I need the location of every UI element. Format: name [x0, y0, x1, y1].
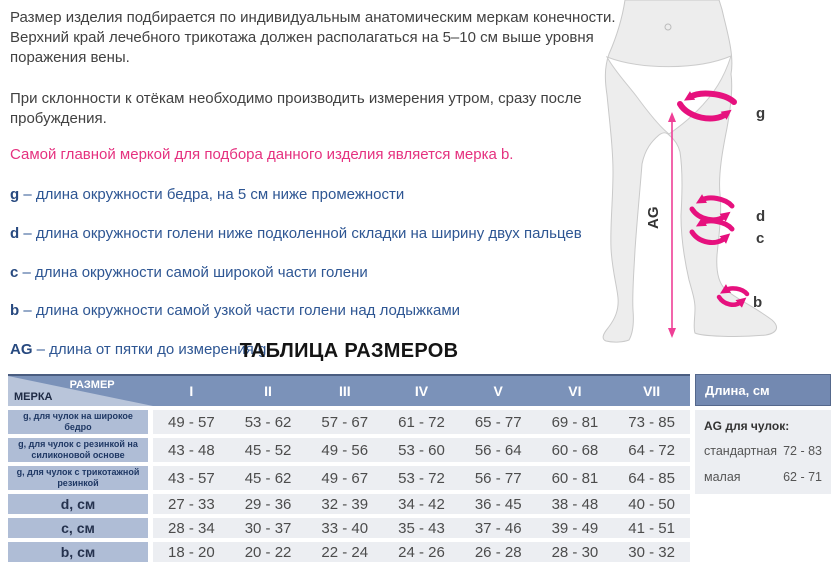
- corner-label-measure: МЕРКА: [14, 391, 53, 403]
- table-cell: 27 - 33: [153, 494, 230, 514]
- diagram-label-d: d: [756, 208, 766, 225]
- measurement-text-g: – длина окружности бедра, на 5 см ниже промежности: [23, 185, 405, 203]
- body-silhouette: [603, 0, 776, 342]
- table-cell: 45 - 52: [230, 438, 307, 462]
- table-cell: 39 - 49: [537, 518, 614, 538]
- key-measurement-note: Самой главной меркой для подбора данного изделия является мерка b.: [10, 145, 514, 163]
- table-cell: 45 - 62: [230, 466, 307, 490]
- table-cell: 33 - 40: [306, 518, 383, 538]
- table-cell: 34 - 42: [383, 494, 460, 514]
- table-cell: 38 - 48: [537, 494, 614, 514]
- column-header-7: VII: [613, 374, 690, 406]
- row-label-d: d, см: [8, 494, 148, 514]
- table-cell: 53 - 60: [383, 438, 460, 462]
- table-cell: 43 - 57: [153, 466, 230, 490]
- measurement-text-b: – длина окружности самой узкой части голени над лодыжками: [23, 302, 461, 320]
- length-row-standard: [704, 444, 822, 458]
- measurement-text-ag: – длина от пятки до измерения g: [36, 341, 267, 359]
- length-panel-header: Длина, см: [695, 374, 831, 406]
- table-cell: 29 - 36: [230, 494, 307, 514]
- measurement-text-d: – длина окружности голени ниже подколенной складки на ширину двух пальцев: [23, 224, 582, 242]
- column-header-2: II: [230, 374, 307, 406]
- table-cell: 26 - 28: [460, 542, 537, 562]
- table-cell: 60 - 81: [537, 466, 614, 490]
- table-cell: 56 - 77: [460, 466, 537, 490]
- diagram-label-b: b: [753, 294, 763, 311]
- column-header-3: III: [306, 374, 383, 406]
- row-label-c: c, см: [8, 518, 148, 538]
- measurement-key-g: g: [10, 185, 20, 203]
- table-cell: 18 - 20: [153, 542, 230, 562]
- measurement-definitions-list: [10, 185, 628, 361]
- table-cell: 64 - 72: [613, 438, 690, 462]
- table-cell: 28 - 30: [537, 542, 614, 562]
- table-cell: 30 - 37: [230, 518, 307, 538]
- diagram-label-ag: AG: [645, 206, 662, 229]
- size-table-title: ТАБЛИЦА РАЗМЕРОВ: [239, 340, 459, 362]
- table-cell: 24 - 26: [383, 542, 460, 562]
- length-panel: [695, 374, 831, 494]
- table-cell: 49 - 56: [306, 438, 383, 462]
- diagram-label-c: c: [756, 230, 765, 247]
- table-cell: 49 - 67: [306, 466, 383, 490]
- size-table: [8, 374, 690, 562]
- table-cell: 53 - 62: [230, 410, 307, 434]
- intro-paragraph-1: Размер изделия подбирается по индивидуальным анатомическим меркам конечности. Верхний край лечебного трикотажа должен располагаться на 5–10 см выше уровня поражения вены.: [10, 9, 616, 66]
- table-cell: 69 - 81: [537, 410, 614, 434]
- table-cell: 65 - 77: [460, 410, 537, 434]
- measurement-key-ag: AG: [10, 341, 33, 359]
- column-header-4: IV: [383, 374, 460, 406]
- table-cell: 20 - 22: [230, 542, 307, 562]
- table-cell: 53 - 72: [383, 466, 460, 490]
- table-cell: 57 - 67: [306, 410, 383, 434]
- diagram-label-g: g: [756, 105, 766, 122]
- measurement-text-c: – длина окружности самой широкой части голени: [22, 263, 368, 281]
- measurement-key-c: c: [10, 263, 19, 281]
- row-label-g-wide-thigh: g, для чулок на широкое бедро: [8, 410, 148, 434]
- table-cell: 73 - 85: [613, 410, 690, 434]
- measurement-item-d: [10, 224, 628, 244]
- row-label-g-silicone-band: g, для чулок с резинкой на силиконовой основе: [8, 438, 148, 462]
- table-cell: 49 - 57: [153, 410, 230, 434]
- table-cell: 22 - 24: [306, 542, 383, 562]
- intro-text-block: [10, 8, 628, 379]
- ag-length-arrow: [668, 112, 676, 338]
- table-cell: 43 - 48: [153, 438, 230, 462]
- table-corner-cell: [8, 374, 153, 406]
- column-header-6: VI: [537, 374, 614, 406]
- length-panel-body: [695, 410, 831, 494]
- column-header-5: V: [460, 374, 537, 406]
- leg-diagram: [596, 0, 836, 345]
- table-cell: 40 - 50: [613, 494, 690, 514]
- table-cell: 61 - 72: [383, 410, 460, 434]
- length-row-name: стандартная: [704, 444, 777, 458]
- table-cell: 35 - 43: [383, 518, 460, 538]
- table-cell: 64 - 85: [613, 466, 690, 490]
- intro-paragraph-2: При склонности к отёкам необходимо производить измерения утром, сразу после пробуждения.: [10, 89, 582, 127]
- length-row-small: [704, 470, 822, 484]
- measurement-item-b: [10, 301, 628, 321]
- length-row-name: малая: [704, 470, 741, 484]
- row-label-g-knit-band: g, для чулок с трикотажной резинкой: [8, 466, 148, 490]
- column-header-1: I: [153, 374, 230, 406]
- corner-label-size: РАЗМЕР: [69, 379, 115, 391]
- table-cell: 41 - 51: [613, 518, 690, 538]
- table-cell: 56 - 64: [460, 438, 537, 462]
- table-cell: 37 - 46: [460, 518, 537, 538]
- measurement-key-d: d: [10, 224, 20, 242]
- table-cell: 60 - 68: [537, 438, 614, 462]
- length-panel-subheader: AG для чулок:: [704, 419, 790, 433]
- length-row-value: 72 - 83: [783, 444, 822, 458]
- row-label-b: b, см: [8, 542, 148, 562]
- table-cell: 36 - 45: [460, 494, 537, 514]
- length-row-value: 62 - 71: [783, 470, 822, 484]
- measurement-key-b: b: [10, 302, 20, 320]
- table-cell: 30 - 32: [613, 542, 690, 562]
- measurement-item-g: [10, 185, 628, 205]
- table-cell: 28 - 34: [153, 518, 230, 538]
- measurement-item-c: [10, 263, 628, 283]
- table-cell: 32 - 39: [306, 494, 383, 514]
